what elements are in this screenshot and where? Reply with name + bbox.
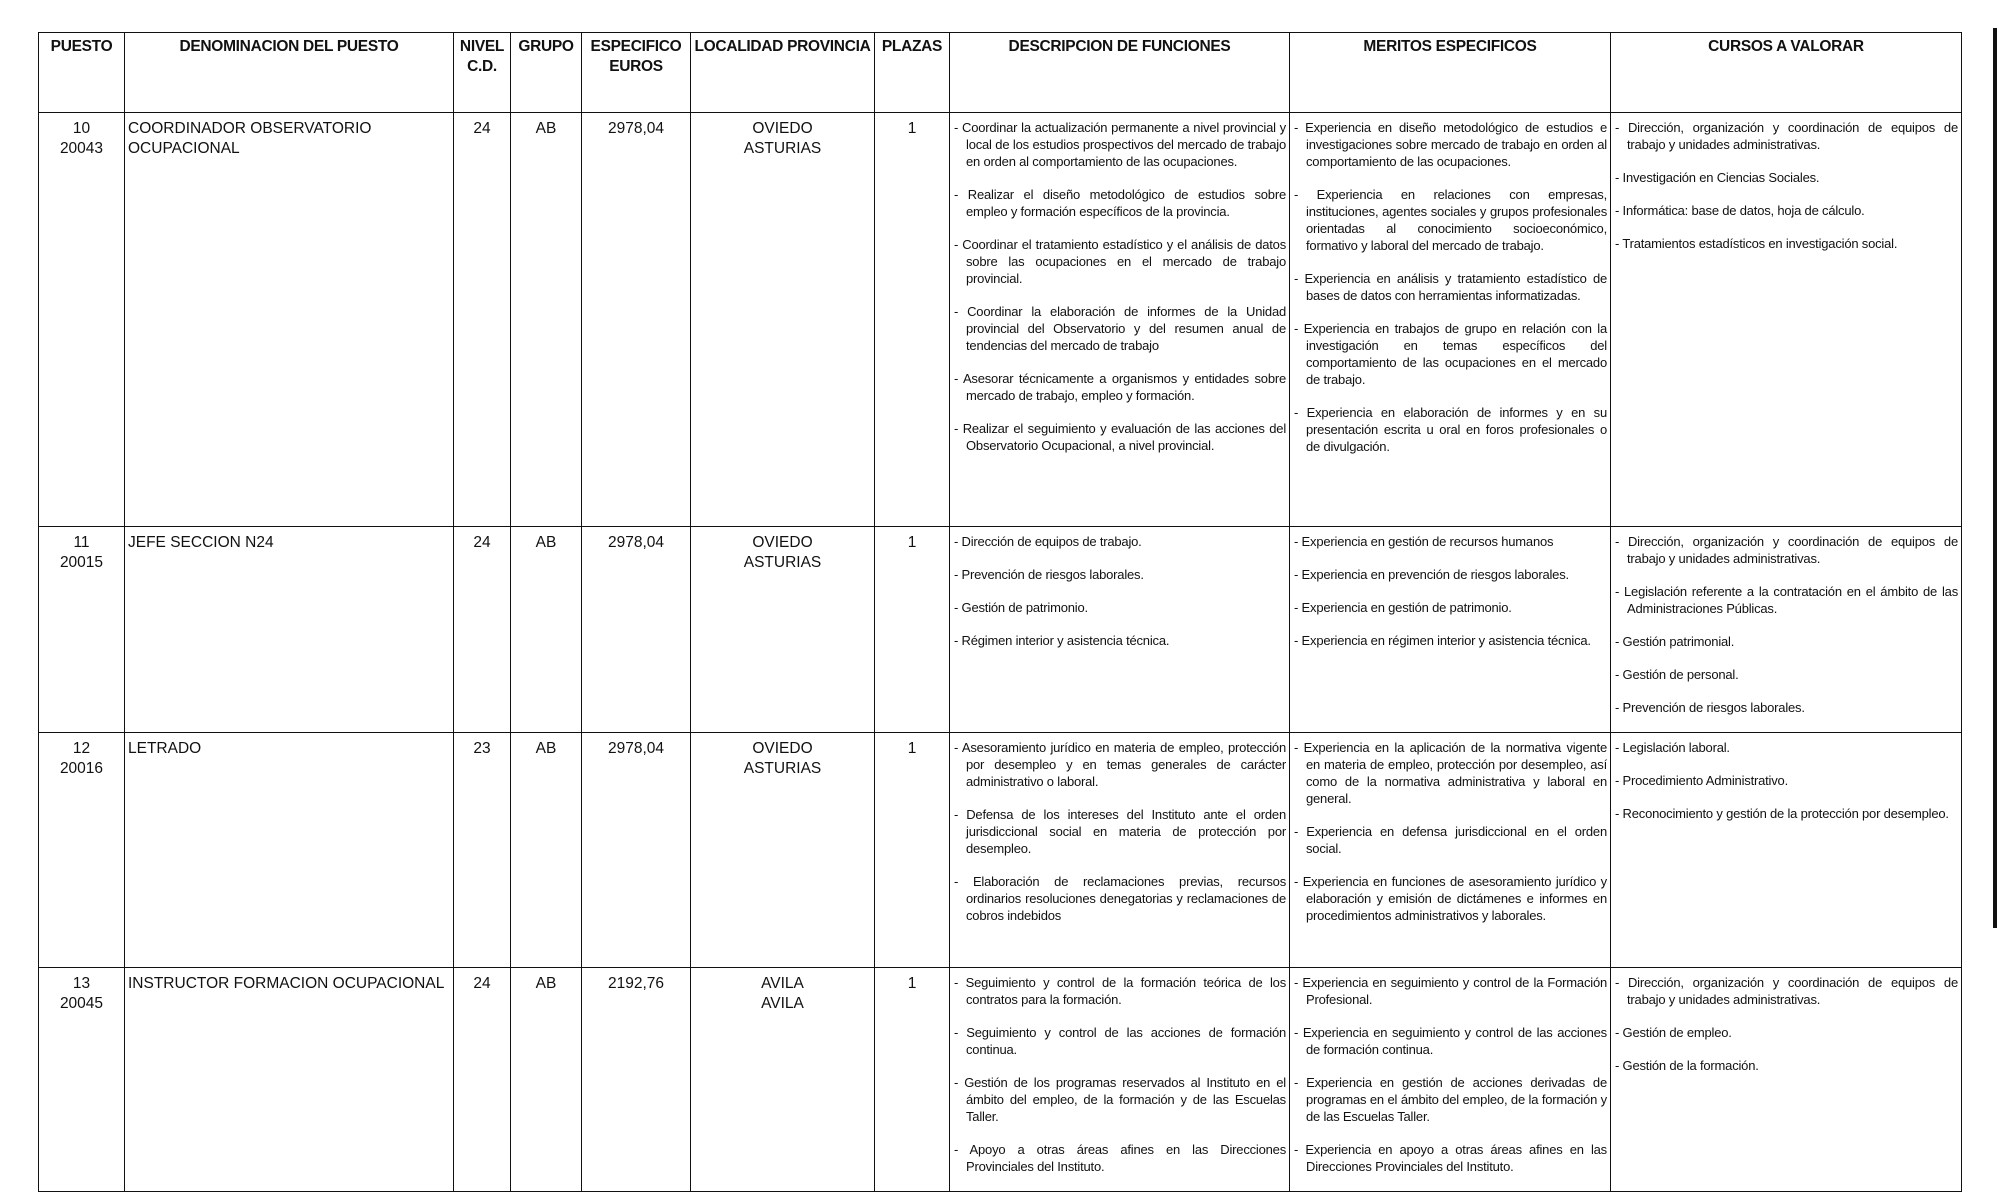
plazas-cell (875, 113, 950, 527)
denominacion-cell (125, 527, 454, 733)
especifico-cell (582, 527, 691, 733)
nivel-value: 23 (473, 740, 491, 757)
cursos-item: - Gestión patrimonial. (1613, 633, 1958, 650)
especifico-value: 2978,04 (607, 534, 665, 551)
especifico-cell (582, 968, 691, 1192)
cursos-cell (1611, 527, 1962, 733)
provincia-text: ASTURIAS (743, 554, 822, 571)
puesto-cell (39, 113, 125, 527)
meritos-item: - Experiencia en trabajos de grupo en relación con la investigación en temas específicos del comportamiento de las ocupaciones en el mercado de trabajo. (1292, 320, 1607, 388)
funciones-cell (950, 968, 1290, 1192)
funciones-item: - Defensa de los intereses del Instituto ante el orden jurisdiccional social en materia de protección por desempleo. (952, 806, 1286, 857)
cursos-item: - Legislación referente a la contratación en el ámbito de las Administraciones Públicas. (1613, 583, 1958, 617)
localidad-cell (691, 527, 875, 733)
meritos-item: - Experiencia en seguimiento y control de la Formación Profesional. (1292, 974, 1607, 1008)
funciones-item: - Coordinar la actualización permanente a nivel provincial y local de los estudios prospectivos del mercado de trabajo en orden al comportamiento de las ocupaciones. (952, 119, 1286, 170)
meritos-item: - Experiencia en elaboración de informes y en su presentación escrita u oral en foros profesionales o de divulgación. (1292, 404, 1607, 455)
funciones-item: - Elaboración de reclamaciones previas, recursos ordinarios resoluciones denegatorias y reclamaciones de cobros indebidos (952, 873, 1286, 924)
cursos-item: - Dirección, organización y coordinación de equipos de trabajo y unidades administrativas. (1613, 533, 1958, 567)
especifico-value: 2192,76 (607, 975, 665, 992)
funciones-item: - Gestión de patrimonio. (952, 599, 1286, 616)
cursos-item: - Reconocimiento y gestión de la protección por desempleo. (1613, 805, 1958, 822)
cursos-item: - Prevención de riesgos laborales. (1613, 699, 1958, 716)
funciones-cell (950, 527, 1290, 733)
header-funciones: DESCRIPCION DE FUNCIONES (950, 33, 1290, 113)
cursos-item: - Dirección, organización y coordinación de equipos de trabajo y unidades administrativas. (1613, 974, 1958, 1008)
meritos-item: - Experiencia en seguimiento y control de las acciones de formación continua. (1292, 1024, 1607, 1058)
meritos-item: - Experiencia en la aplicación de la normativa vigente en materia de empleo, protección por desempleo, así como de la normativa administrativa y laboral en general. (1292, 739, 1607, 807)
puesto-cell (39, 968, 125, 1192)
puesto-number: 11 (73, 534, 90, 551)
funciones-item: - Gestión de los programas reservados al Instituto en el ámbito del empleo, de la formación y de las Escuelas Taller. (952, 1074, 1286, 1125)
cursos-item: - Tratamientos estadísticos en investigación social. (1613, 235, 1958, 252)
grupo-cell (511, 968, 582, 1192)
meritos-item: - Experiencia en gestión de acciones derivadas de programas en el ámbito del empleo, de la formación y de las Escuelas Taller. (1292, 1074, 1607, 1125)
provincia-text: ASTURIAS (743, 140, 822, 157)
especifico-cell (582, 113, 691, 527)
meritos-item: - Experiencia en relaciones con empresas, instituciones, agentes sociales y grupos profesionales orientadas al conocimiento socioeconómico, formativo y laboral del mercado de trabajo. (1292, 186, 1607, 254)
localidad-text: OVIEDO (752, 534, 813, 551)
localidad-text: AVILA (761, 975, 804, 992)
cursos-item: - Legislación laboral. (1613, 739, 1958, 756)
cursos-cell (1611, 733, 1962, 968)
meritos-item: - Experiencia en prevención de riesgos laborales. (1292, 566, 1607, 583)
table-row (39, 527, 1962, 733)
puesto-code: 20045 (59, 995, 104, 1012)
puesto-cell (39, 733, 125, 968)
header-plazas: PLAZAS (875, 33, 950, 113)
meritos-item: - Experiencia en gestión de patrimonio. (1292, 599, 1607, 616)
grupo-cell (511, 527, 582, 733)
localidad-text: OVIEDO (752, 120, 813, 137)
cursos-cell (1611, 113, 1962, 527)
grupo-value: AB (535, 740, 557, 757)
header-especifico: ESPECIFICO EUROS (582, 33, 691, 113)
cursos-item: - Gestión de la formación. (1613, 1057, 1958, 1074)
denominacion-cell (125, 968, 454, 1192)
meritos-item: - Experiencia en análisis y tratamiento estadístico de bases de datos con herramientas informatizadas. (1292, 270, 1607, 304)
plazas-value: 1 (907, 975, 917, 992)
especifico-value: 2978,04 (607, 120, 665, 137)
funciones-item: - Seguimiento y control de las acciones de formación continua. (952, 1024, 1286, 1058)
page-edge-bar (1993, 28, 1997, 928)
meritos-cell (1290, 968, 1611, 1192)
denominacion-text: JEFE SECCION N24 (128, 534, 274, 551)
cursos-item: - Informática: base de datos, hoja de cálculo. (1613, 202, 1958, 219)
meritos-item: - Experiencia en apoyo a otras áreas afines en las Direcciones Provinciales del Instituto. (1292, 1141, 1607, 1175)
table-row (39, 113, 1962, 527)
grupo-cell (511, 733, 582, 968)
plazas-value: 1 (907, 740, 917, 757)
meritos-item: - Experiencia en gestión de recursos humanos (1292, 533, 1607, 550)
cursos-item: - Investigación en Ciencias Sociales. (1613, 169, 1958, 186)
especifico-value: 2978,04 (607, 740, 665, 757)
funciones-cell (950, 113, 1290, 527)
grupo-value: AB (535, 534, 557, 551)
nivel-cell (454, 527, 511, 733)
cursos-item: - Gestión de personal. (1613, 666, 1958, 683)
funciones-item: - Asesorar técnicamente a organismos y entidades sobre mercado de trabajo, empleo y formación. (952, 370, 1286, 404)
denominacion-text: INSTRUCTOR FORMACION OCUPACIONAL (128, 975, 445, 992)
plazas-cell (875, 527, 950, 733)
funciones-item: - Asesoramiento jurídico en materia de empleo, protección por desempleo y en temas generales de carácter administrativo o laboral. (952, 739, 1286, 790)
header-localidad: LOCALIDAD PROVINCIA (691, 33, 875, 113)
cursos-item: - Gestión de empleo. (1613, 1024, 1958, 1041)
nivel-cell (454, 113, 511, 527)
cursos-cell (1611, 968, 1962, 1192)
provincia-text: AVILA (761, 995, 804, 1012)
meritos-item: - Experiencia en funciones de asesoramiento jurídico y elaboración y emisión de dictámenes e informes en procedimientos administrativos y laborales. (1292, 873, 1607, 924)
header-meritos: MERITOS ESPECIFICOS (1290, 33, 1611, 113)
funciones-cell (950, 733, 1290, 968)
funciones-item: - Apoyo a otras áreas afines en las Direcciones Provinciales del Instituto. (952, 1141, 1286, 1175)
plazas-cell (875, 968, 950, 1192)
header-nivel: NIVEL C.D. (454, 33, 511, 113)
nivel-value: 24 (473, 534, 491, 551)
meritos-item: - Experiencia en diseño metodológico de estudios e investigaciones sobre mercado de trabajo en orden al comportamiento de las ocupaciones. (1292, 119, 1607, 170)
funciones-item: - Realizar el diseño metodológico de estudios sobre empleo y formación específicos de la provincia. (952, 186, 1286, 220)
meritos-cell (1290, 733, 1611, 968)
puestos-table (38, 32, 1962, 1192)
denominacion-text: LETRADO (128, 740, 202, 757)
plazas-cell (875, 733, 950, 968)
localidad-cell (691, 733, 875, 968)
meritos-item: - Experiencia en defensa jurisdiccional en el orden social. (1292, 823, 1607, 857)
cursos-item: - Procedimiento Administrativo. (1613, 772, 1958, 789)
header-grupo: GRUPO (511, 33, 582, 113)
nivel-cell (454, 733, 511, 968)
puesto-code: 20016 (59, 760, 104, 777)
funciones-item: - Coordinar el tratamiento estadístico y el análisis de datos sobre las ocupaciones en el mercado de trabajo provincial. (952, 236, 1286, 287)
header-denominacion: DENOMINACION DEL PUESTO (125, 33, 454, 113)
plazas-value: 1 (907, 120, 917, 137)
puesto-number: 10 (72, 120, 91, 137)
funciones-item: - Coordinar la elaboración de informes de la Unidad provincial del Observatorio y del resumen anual de tendencias del mercado de trabajo (952, 303, 1286, 354)
nivel-cell (454, 968, 511, 1192)
meritos-item: - Experiencia en régimen interior y asistencia técnica. (1292, 632, 1607, 649)
localidad-cell (691, 113, 875, 527)
header-puesto: PUESTO (39, 33, 125, 113)
puesto-code: 20043 (59, 140, 104, 157)
meritos-cell (1290, 527, 1611, 733)
plazas-value: 1 (907, 534, 917, 551)
puesto-code: 20015 (59, 554, 104, 571)
funciones-item: - Dirección de equipos de trabajo. (952, 533, 1286, 550)
funciones-item: - Realizar el seguimiento y evaluación de las acciones del Observatorio Ocupacional, a nivel provincial. (952, 420, 1286, 454)
puesto-cell (39, 527, 125, 733)
meritos-cell (1290, 113, 1611, 527)
puesto-number: 12 (72, 740, 91, 757)
cursos-item: - Dirección, organización y coordinación de equipos de trabajo y unidades administrativas. (1613, 119, 1958, 153)
funciones-item: - Seguimiento y control de la formación teórica de los contratos para la formación. (952, 974, 1286, 1008)
grupo-value: AB (535, 975, 557, 992)
table-row (39, 968, 1962, 1192)
nivel-value: 24 (473, 120, 491, 137)
header-cursos: CURSOS A VALORAR (1611, 33, 1962, 113)
funciones-item: - Prevención de riesgos laborales. (952, 566, 1286, 583)
denominacion-text: COORDINADOR OBSERVATORIO OCUPACIONAL (128, 120, 372, 157)
grupo-value: AB (535, 120, 557, 137)
denominacion-cell (125, 733, 454, 968)
localidad-cell (691, 968, 875, 1192)
denominacion-cell (125, 113, 454, 527)
table-row (39, 733, 1962, 968)
puesto-number: 13 (72, 975, 91, 992)
provincia-text: ASTURIAS (743, 760, 822, 777)
especifico-cell (582, 733, 691, 968)
localidad-text: OVIEDO (752, 740, 813, 757)
nivel-value: 24 (473, 975, 491, 992)
grupo-cell (511, 113, 582, 527)
funciones-item: - Régimen interior y asistencia técnica. (952, 632, 1286, 649)
header-row (39, 33, 1962, 113)
